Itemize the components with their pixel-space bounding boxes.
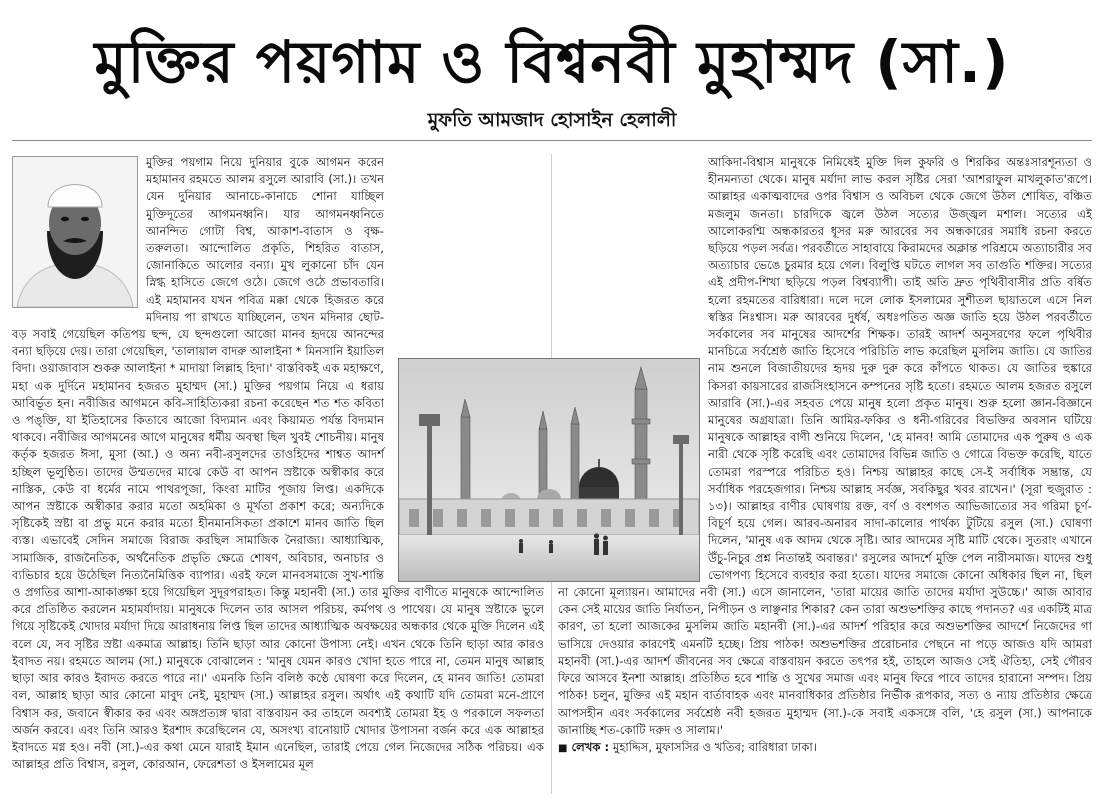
mosque-photo [398, 358, 700, 582]
square-bullet-icon: ■ [558, 742, 568, 754]
author-note-text: মুহাদ্দিস, মুফাসসির ও খতিব; বারিধারা ঢাকা। [612, 739, 817, 754]
author-note-label: লেখক : [571, 739, 610, 754]
author-byline: মুফতি আমজাদ হোসাইন হেলালী [427, 109, 677, 131]
divider [12, 140, 1092, 141]
author-portrait [12, 156, 138, 308]
headline: মুক্তির পয়গাম ও বিশ্বনবী মুহাম্মদ (সা.) [94, 28, 1010, 96]
article-text-left: মুক্তির পয়গাম নিয়ে দুনিয়ার বুকে আগমন করেন মহামানব রহমতে আলম রসুলে আরাবি (সা.)। তখন যেন দুনিয়ার আনাচে-কানাচে শোনা যাচ্ছিল মুক্তিদূতের আগমনধ্বনি। যার আগমনধ্বনিতে আনন্দিত গোটা বিশ্ব, আকাশ-বাতাস ও বৃক্ষ-তরুলতা। আন্দোলিত প্রকৃতি, শিহরিত বাতাস, জোনাকিতে আলোর বন্যা। মুখ লুকানো চাঁদ যেন স্নিগ্ধ হাসিতে জেগে ওঠে। জেগে ওঠে প্রভাবতারি। এই মহামানব যখন পবিত্র মক্কা থেকে হিজরত করে মদিনায় পা রাখতে যাচ্ছিলেন, তখন মদিনার ছোট-বড় সবাই গেয়েছিল কতিপয় ছন্দ, যে ছন্দগুলো আজো মানব হৃদয়ে আনন্দের বন্যা ছড়িয়ে দেয়। তারা গেয়েছিল, 'তালায়াল বাদরু আলাইনা * মিনসানি ইয়াতিল বিদা। ওয়াজাবাস শুকরু আলাইনা * মাদায়া লিল্লাহ হিদা।' বাস্তবিকই এক মহাক্ষণে, মহা এক দুর্দিনে মহামানব হজরত মুহাম্মদ (সা.) মুক্তির পয়গাম নিয়ে এ ধরায় আবির্ভূত হন। নবীজির আগমনে কবি-সাহিত্যিকরা রচনা করেছেন শত শত কবিতা ও পঙ্‌ক্তি, যা ইতিহাসের কিতাবে আজো বিদ্যমান এবং কিয়ামত পর্যন্ত বিদ্যমান থাকবে। নবীজির আগমনের আগে মানুষের ধর্মীয় অবস্থা ছিল খুবই শোচনীয়। মানুষ কর্তৃক হজরত ঈসা, মুসা (আ.) ও অন্য নবী-রসুলদের তাওহিদের শাশ্বত আদর্শ হচ্ছিল ভূলুণ্ঠিত। তাদের উম্মতদের মাঝে কেউ বা আপন স্রষ্টাকে অস্বীকার করে নাস্তিক, কেউ বা ধর্মের নামে পাথরপূজা, কিংবা মাটির পূজায় লিপ্ত। একদিকে আপন স্রষ্টাকে অস্বীকার করার মতো অহমিকা ও মূর্খতা প্রকাশ করে; অন্যদিকে সৃষ্টিকেই স্রষ্টা বা প্রভু মনে করার মতো হীনমানসিকতা প্রকাশে মানব জাতি ছিল ব্যস্ত। এভাবেই সেদিন সমাজে বিরাজ করছিল সামাজিক নৈরাজ্য। আধ্যাত্মিক, সামাজিক, রাজনৈতিক, অর্থনৈতিক প্রভৃতি ক্ষেত্রে শোষণ, অবিচার, অনাচার ও ব্যভিচার হয়ে উঠেছিল নিত্যনৈমিত্তিক ব্যাপার। এরই ফলে মানবসমাজে সুখ-শান্তি ও প্রগতির আশা-আকাঙ্ক্ষা হয়ে গিয়েছিল সুদূরপরাহত। কিন্তু মহানবী (সা.) তার মুক্তির বাণীতে মানুষকে আন্দোলিত করে প্রতিষ্ঠিত করলেন মহামর্যাদায়। মানুষকে দিলেন তার আসল পরিচয়, কর্মপথ ও পাথেয়। যে মানুষ স্রষ্টাকে ভুলে গিয়ে সৃষ্টিকেই খোদার মর্যাদা দিয়ে আরাধনায় লিপ্ত ছিল তাদের আধ্যাত্মিক অবক্ষয়ের অন্ধকার থেকে মুক্তি দিলেন এই বলে যে, সব সৃষ্টির স্রষ্টা একমাত্র আল্লাহ। তিনি ছাড়া আর কোনো উপাস্য নেই। এখন থেকে তিনি ছাড়া আর কারও ইবাদত নয়। রহমতে আলম (সা.) মানুষকে বোঝালেন : 'মানুষ যেমন কারও খোদা হতে পারে না, তেমন মানুষ আল্লাহ ছাড়া আর কারও ইবাদত করতে পারে না।' এমনকি তিনি বলিষ্ঠ কণ্ঠে ঘোষণা করে দিলেন, হে মানব জাতি! তোমরা বল, আল্লাহ ছাড়া আর কোনো মাবুদ নেই, মুহাম্মদ (সা.) আল্লাহর রসুল। অর্থাৎ এই কথাটি যদি তোমরা মনে-প্রাণে বিশ্বাস কর, জবানে স্বীকার কর এবং অঙ্গপ্রত্যঙ্গ দ্বারা বাস্তবায়ন কর তাহলে অবশ্যই তোমরা ইহ ও পরকালে সফলতা অর্জন করবে। এবং তিনি আরও ইরশাদ করেছিলেন যে, অসংখ্য বানোয়াট খোদার উপাসনা বর্জন করে এক আল্লাহর ইবাদতে মগ্ন হও। নবী (সা.)-এর কথা মেনে যারাই ইমান এনেছিল, তারাই পেয়ে গেল নিজেদের সঠিক পরিচয়। এক আল্লাহর প্রতি বিশ্বাস, রসুল, কোরআন, ফেরেশতা ও ইসলামের মূল [12, 155, 544, 772]
author-note [558, 739, 1092, 757]
author-portrait-image [13, 157, 137, 307]
mosque-illustration [399, 359, 699, 581]
article-text-right: আকিদা-বিশ্বাস মানুষকে নিমিষেই মুক্তি দিল কুফরি ও শিরকির অন্তঃসারশূন্যতা ও হীনমন্যতা থেকে। মানুষ মর্যাদা লাভ করল সৃষ্টির সেরা 'আশরাফুল মাখলুকাত'রূপে। আল্লাহর একাত্মবাদের ওপর বিশ্বাস ও অবিচল থেকে জেগে উঠল শোষিত, বঞ্চিত মজলুম জনতা। চারদিকে জ্বলে উঠল সত্যের উজ্জ্বল মশাল। সত্যের এই আলোকরশ্মি অন্ধকারতর ধূসর মরু আরবের সব অন্ধকারের সমাধি রচনা করতে ছড়িয়ে পড়ল সর্বত্র। পরবর্তীতে সাহাবায়ে কিরামদের অক্লান্ত পরিশ্রমে অত্যাচারীর সব অত্যাচার ভেঙে চুরমার হয়ে গেল। বিলুপ্তি ঘটতে লাগল সব তাগুতি শক্তির। সত্যের এই প্রদীপ-শিখা ছড়িয়ে পড়ল বিশ্বব্যাপী। তাই অতি দ্রুত পৃথিবীবাসীর প্রতি বর্ষিত হলো রহমতের বারিধারা। দলে দলে লোক ইসলামের সুশীতল ছায়াতলে এসে নিল স্বস্তির নিঃশ্বাস। মরু আরবের দুর্ধর্ষ, অধঃপতিত অজ্ঞ জাতি হয়ে উঠল পরবর্তীতে সর্বকালের সব মানুষের আদর্শের শিক্ষক। তারই আদর্শ অনুসরণের ফলে পৃথিবীর মানচিত্রে সর্বশ্রেষ্ঠ জাতি হিসেবে পরিচিতি লাভ করেছিল মুসলিম জাতি। যে জাতির নাম শুনলে বিজাতীয়দের হৃদয় দুরু দুরু করে কাঁপতে থাকত। যে জাতির হুঙ্কারে কিসরা কায়সারের রাজসিংহাসনে কম্পনের সৃষ্টি হতো। রহমতে আলম হজরত রসুলে আরাবি (সা.)-এর সহবত পেয়ে মানুষ হলো প্রকৃত মানুষ। শুরু হলো জ্ঞান-বিজ্ঞানে মানুষের অগ্রযাত্রা। তিনি আমির-ফকির ও ধনী-গরিবের বিভক্তির অবসান ঘটিয়ে মানুষকে আল্লাহর বাণী শুনিয়ে দিলেন, 'হে মানব! আমি তোমাদের এক পুরুষ ও এক নারী থেকে সৃষ্টি করেছি এবং তোমাদের বিভিন্ন জাতি ও গোত্রে বিভক্ত করেছি, যাতে তোমরা পরস্পরে পরিচিত হও। নিশ্চয় আল্লাহর কাছে সে-ই সর্বাধিক সম্ভ্রান্ত, যে সর্বাধিক পরহেজগার। নিশ্চয় আল্লাহ সর্বজ্ঞ, সবকিছুর খবর রাখেন।' (সূরা হুজুরাত : ১৩)। আল্লাহর বাণীর ঘোষণায় রক্ত, বর্ণ ও বংশগত আভিজাত্যের সব গরিমা চূর্ণ-বিচূর্ণ হয়ে গেল। আরব-অনারব সাদা-কালোর পার্থক্য টুটিয়ে রসুল (সা.) ঘোষণা দিলেন, 'মানুষ এক আদম থেকে সৃষ্টি। আর আদমের সৃষ্টি মাটি থেকে। সুতরাং এখানে উঁচু-নিচুর প্রশ্ন নিতান্তই অবান্তর।' রসুলের আদর্শে মুক্তি পেল নারীসমাজ। যাদের শুধু ভোগপণ্য হিসেবে ব্যবহার করা হতো। যাদের সমাজে কোনো অধিকার ছিল না, ছিল না কোনো মূল্যায়ন। আমাদের নবী (সা.) এসে জানালেন, 'তারা মায়ের জাতি তাদের মর্যাদা সুউচ্চে।' আজ আবার কেন সেই মায়ের জাতি নির্যাতন, নিপীড়ন ও লাঞ্ছনার শিকার? কেন তারা অশুভশক্তির কাছে পদানত? এর একটিই মাত্র কারণ, তা হলো আজকের মুসলিম জাতি মহানবী (সা.)-এর আদর্শ পরিহার করে অশুভশক্তির আদর্শে নিজেদের গা ভাসিয়ে দেওয়ার কারণেই এমনটি হচ্ছে। প্রিয় পাঠক! অশুভশক্তির প্ররোচনার পেছনে না পড়ে আজও যদি আমরা মহানবী (সা.)-এর আদর্শ জীবনের সব ক্ষেত্রে বাস্তবায়ন করতে তৎপর হই, তাহলে আজও সেই ঐতিহ্য, সেই গৌরব ফিরে আসবে ইনশা আল্লাহ। প্রতিষ্ঠিত হবে শান্তি ও সুখের সমাজ এবং মানুষ ফিরে পাবে তাদের হারানো সম্পদ। প্রিয় পাঠক! চলুন, মুক্তির এই মহান বার্তাবাহক এবং মানবাধিকার প্রতিষ্ঠার নির্ভীক রূপকার, সত্য ও ন্যায় প্রতিষ্ঠার ক্ষেত্রে আপসহীন এবং সর্বকালের সর্বশ্রেষ্ঠ নবী হজরত মুহাম্মদ (সা.)-কে সবাই একসঙ্গে বলি, 'হে রসুল (সা.) আপনাকে জানাচ্ছি শত-কোটি দরুদ ও সালাম।' [558, 155, 1092, 737]
